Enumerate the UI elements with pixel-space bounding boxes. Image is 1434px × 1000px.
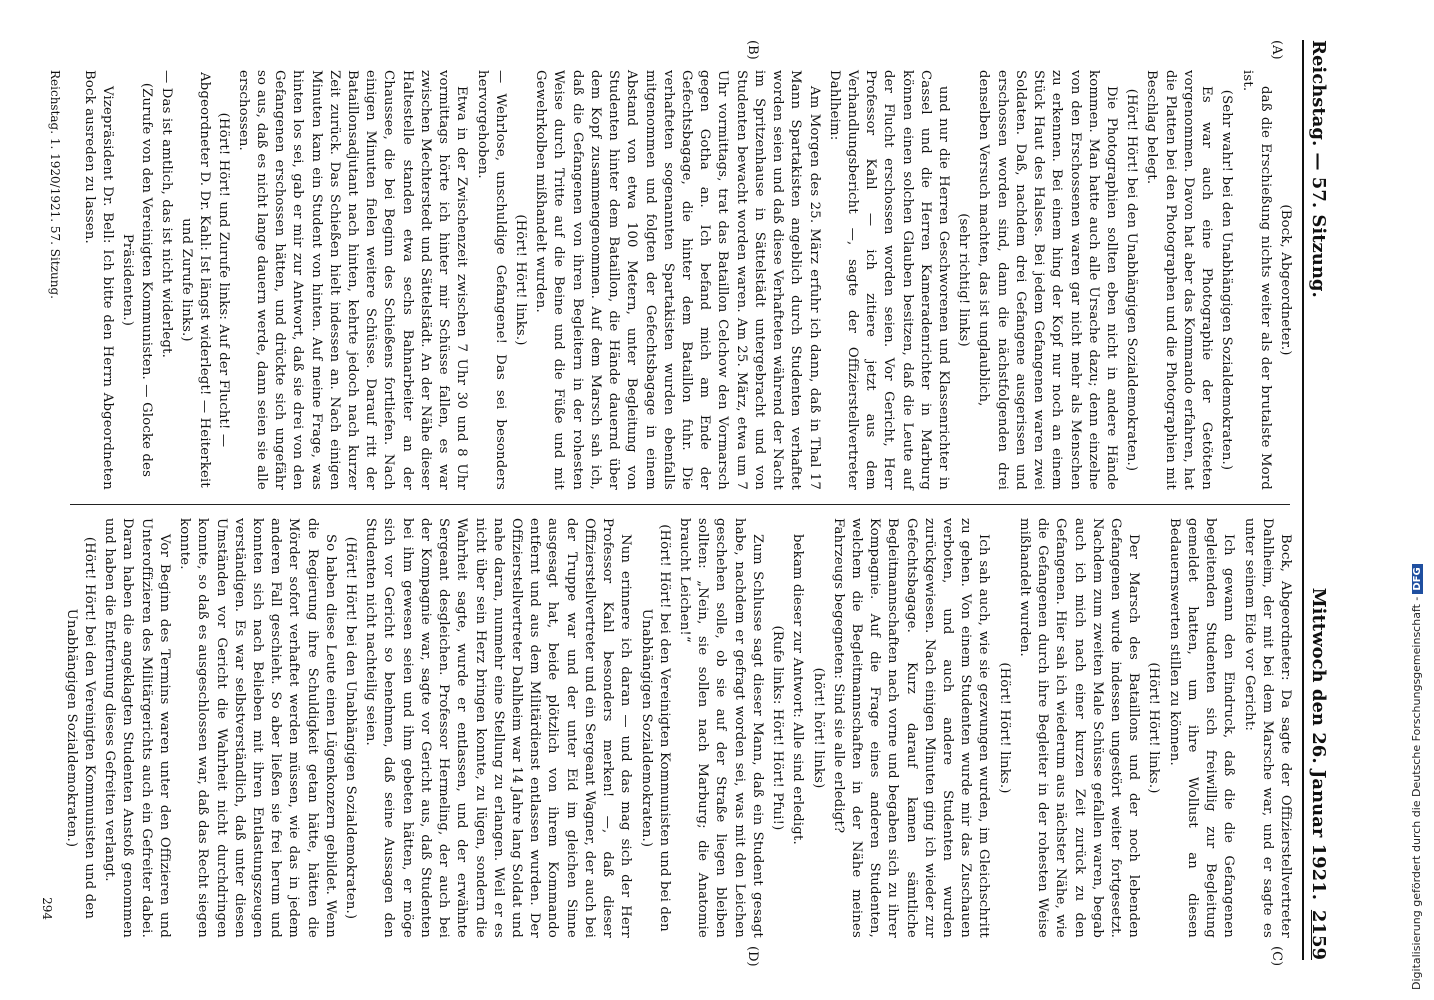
paragraph: Etwa in der Zwischenzeit zwischen 7 Uhr 30 und 8 Uhr vormittags hörte ich hinter mir Schüsse fallen, es war zwischen Mechterstedt und Sättelstädt. An der Nähe dieser Haltestelle standen etwa sechs Bahnarbeiter an der Chaussee, die bei Beginn des Schießens fortliefen. Nach einigen Minuten fielen weitere Schüsse. Darauf ritt der Bataillonsadjutant nach hinten, kehrte jedoch nach kurzer Zeit zurück. Das Schießen hielt indessen an. Nach einigen Minuten kam ein Student von hinten. Auf meine Frage, was hinten los sei, gab er mir zur Antwort, daß sie drei von den Gefangenen erschossen hätten, und drückte sich ungefähr so aus, daß es nicht lange dauern werde, dann seien sie alle erschossen. xyxy=(235,70,470,490)
paragraph: (hört! hört! links) xyxy=(810,667,826,789)
margin-marker-b: (B) xyxy=(745,40,760,60)
right-text-column xyxy=(63,518,1294,938)
sheet-number: 294 xyxy=(40,897,54,920)
paragraph: (Zurufe von den Vereinigten Kommunisten. — Glocke des Präsidenten.) xyxy=(120,82,154,478)
paragraph: Vizepräsident Dr. Bell: Ich bitte den Herrn Abgeordneten Bock ausreden zu lassen. xyxy=(82,70,116,490)
margin-marker-a: (A) xyxy=(1269,40,1284,60)
credit-text: Digitalisierung gefördert durch die Deutsche Forschungsgemeinschaft - xyxy=(1410,596,1423,990)
paragraph: daß die Erschießung nichts weiter als der brutalste Mord ist. xyxy=(1239,70,1273,490)
paragraph: (Hört! Hört! bei den Vereinigten Kommunisten und den Unabhängigen Sozialdemokraten.) xyxy=(63,536,97,920)
paragraph: Vor Beginn des Termins waren unter den Offizieren und Unteroffizieren des Militärgerichts auch ein Gefreiter dabei. Daran haben die angeklagten Studenten Anstoß genommen und haben die Entfernung dieses Gefreiten verlangt. xyxy=(102,518,172,938)
page-header xyxy=(1302,40,1340,960)
paragraph: (Hört! Hört! links.) xyxy=(1146,662,1162,794)
margin-marker-d: (D) xyxy=(745,946,760,967)
paragraph: (Hört! Hört! links.) xyxy=(996,662,1012,794)
paragraph: (Hört! Hört! bei den Unabhängigen Sozialdemokraten.) xyxy=(1124,88,1140,472)
page-number: 2159 xyxy=(1308,909,1329,960)
paragraph: (sehr richtig! links) xyxy=(956,213,972,347)
paragraph: — Wehrlose, unschuldige Gefangene! Das sei besonders hervorgehoben. xyxy=(474,70,508,490)
paragraph: Die Photographien sollten eben nicht in andere Hände kommen. Man hatte auch alle Ursache dazu; denn einzelne von den Erschossenen waren gar nicht mehr als Menschen zu erkennen. Bei einem hing der Kopf nur noch an einem Stück Haut des Halses. Bei jedem Gefangenen waren zwei Soldaten. Daß, nachdem drei Gefangene ausgerissen und erschossen worden sind, dann die nächstfolgenden drei denselben Versuch machten, das ist unglaublich, xyxy=(976,70,1120,490)
digitization-credit xyxy=(1410,564,1423,990)
paragraph: Zum Schlusse sagt dieser Mann, daß ein Student gesagt habe, nachdem er gefragt worden sei, was mit den Leichen geschehen solle, ob sie auf der Straße liegen bleiben sollten: „Nein, sie sollen nach Marburg; die Anatomie braucht Leichen!“ xyxy=(677,518,765,938)
paragraph: (Sehr wahr! bei den Unabhängigen Sozialdemokraten.) xyxy=(1219,89,1235,471)
paragraph: — Das ist amtlich, das ist nicht widerlegt. xyxy=(158,70,174,359)
header-left-title: Reichstag. — 57. Sitzung. xyxy=(1308,40,1329,298)
paragraph: bekam dieser zur Antwort: Alle sind erledigt. xyxy=(790,534,806,845)
column-divider xyxy=(70,504,1290,505)
paragraph: So haben diese Leute einen Lügenkonzern gebildet. Wenn die Regierung ihre Schuldigkeit getan hätte, hätten die Mörder sofort verhaftet werden müssen, wie das in jedem anderen Fall geschieht. So aber ließen sie frei herum und konnten sich nach Belieben mit ihren Entlastungszeugen verständigen. Es war selbstverständlich, daß unter diesen Umständen vor Gericht die Wahrheit nicht durchdringen konnte, so daß es ausgeschlossen war, daß das Recht siegen konnte. xyxy=(177,518,338,938)
page-footer: Reichstag. 1. 1920/1921. 57. Sitzung. xyxy=(48,70,62,299)
paragraph: Der Marsch des Bataillons und der noch lebenden Gefangenen wurde indessen ungestört weiter fortgesetzt. Nachdem zum zweiten Male Schüsse gefallen waren, begab auch ich mich nach einer kurzen Zeit zurück zu den Gefangenen. Hier sah ich wiederum aus nächster Nähe, wie die Gefangenen durch ihre Begleiter in der rohesten Weise mißhandelt wurden. xyxy=(1016,518,1142,938)
paragraph: Ich gewann den Eindruck, daß die die Gefangenen begleitenden Studenten sich freiwillig zur Begleitung gemeldet hatten, um ihre Wollust an diesen Bedauernswerten stillen zu können. xyxy=(1166,518,1237,938)
paragraph: Nun erinnere ich daran — und das mag sich der Herr Professor Kahl besonders merken! —, daß dieser Offizierstellvertreter und ein Sergeant Wagner, der auch bei der Truppe war und der unter Eid im gleichen Sinne ausgesagt hat, beide plötzlich von ihrem Kommando entfernt und aus dem Militärdienst entlassen wurden. Der Offizierstellvertreter Dahlheim war 14 Jahre lang Soldat und nahe daran, nunmehr eine Stellung zu erlangen. Weil er es nicht über sein Herz bringen konnte, zu lügen, sondern die Wahrheit sagte, wurde er entlassen, und der erwähnte Sergeant desgleichen. Professor Hermeling, der auch bei der Kompagnie war, sagte vor Gericht aus, daß Studenten bei ihm gewesen seien und ihm gebeten hätten, er möge sich vor Gericht so benehmen, daß seine Aussagen den Studenten nicht nachteilig seien. xyxy=(363,518,634,938)
digitization-credit-bar xyxy=(1406,0,1434,1000)
header-date: Mittwoch den 26. Januar 1921. xyxy=(1308,587,1329,900)
paragraph: (Hört! Hört! bei den Unabhängigen Sozialdemokraten.) xyxy=(343,536,359,920)
paragraph: Bock, Abgeordneter: Da sagte der Offizierstellvertreter Dahlheim, der mit bei dem Marsche war, und er sagte es unter seinem Eide vor Gericht: xyxy=(1241,518,1293,938)
dfg-logo: DFG xyxy=(1412,564,1423,593)
left-text-column xyxy=(70,70,1294,490)
paragraph: (Hört! Hört! links.) xyxy=(513,214,529,346)
paragraph: Es war auch eine Photographie der Getöteten vorgenommen. Davon hat aber das Kommando erfahren, hat die Platten bei den Photographen und die Photographien mit Beschlag belegt. xyxy=(1144,70,1215,490)
paragraph: und nur die Herren Geschworenen und Klassenrichter in Cassel und die Herren Kameradenrichter in Marburg können einen solchen Glauben besitzen, daß die Leute auf der Flucht erschossen worden seien. Vor Gericht, Herr Professor Kahl — ich zitiere jetzt aus dem Verhandlungsbericht —, sagte der Offizierstellvertreter Dahlheim: xyxy=(826,70,952,490)
paragraph: Ich sah auch, wie sie gezwungen wurden, im Gleichschritt zu gehen. Von einem Studenten wurde mir das Zuschauen verboten, und auch andere Studenten wurden zurückgewiesen. Nach einigen Minuten ging ich wieder zur Gefechtsbagage. Kurz darauf kamen sämtliche Begleitmannschaften nach vorne und begaben sich zu ihrer Kompagnie. Auf die Frage eines anderen Studenten, welchem die Begleitmannschaften in der Nähe meines Fahrzeugs begegneten: Sind sie alle erledigt? xyxy=(830,518,992,938)
paragraph: Am Morgen des 25. März erfuhr ich dann, daß in Thal 17 Mann Spartakisten angeblich durch Studenten verhaftet worden seien und daß diese Verhafteten während der Nacht im Spritzenhause in Sättelstädt untergebracht und von Studenten bewacht worden waren. Am 25. März, etwa um 7 Uhr vormittags, trat das Bataillon Celchow den Vormarsch gegen Gotha an. Ich befand mich am Ende der Gefechtsbagage, die hinter dem Bataillon fuhr. Die verhafteten sogenannten Spartakisten wurden ebenfalls mitgenommen und folgten der Gefechtsbagage in einem Abstand von etwa 100 Metern, unter Begleitung von Studenten hinter dem Bataillon, die Hände dauernd über dem Kopf zusammengenommen. Auf dem Marsch sah ich, daß die Gefangenen von ihren Begleitern in der rohesten Weise durch Tritte auf die Beine und die Füße und mit Gewehrkolben mißhandelt wurden. xyxy=(533,70,822,490)
paragraph: (Bock, Abgeordneter.) xyxy=(1278,204,1293,356)
paragraph: (Hört! Hört! und Zurufe links: Auf der Flucht! — Abgeordneter D. Dr. Kahl: Ist längst widerlegt! — Heiterkeit und Zurufe links.) xyxy=(179,72,231,488)
margin-marker-c: (C) xyxy=(1269,946,1284,967)
paragraph: (Hört! Hört! bei den Vereinigten Kommunisten und bei den Unabhängigen Sozialdemokraten.) xyxy=(638,524,672,932)
paragraph: (Rufe links: Hört! Hört! Pfui!) xyxy=(770,625,786,831)
